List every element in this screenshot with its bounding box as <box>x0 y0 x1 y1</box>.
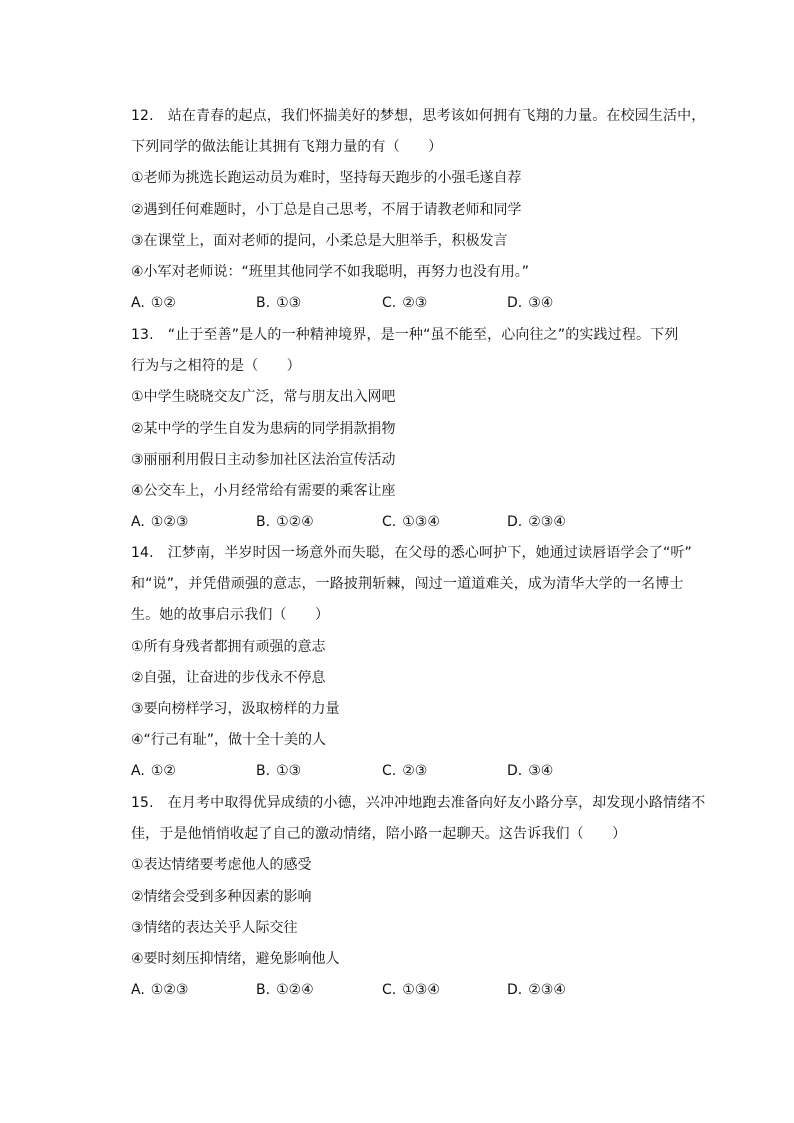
question-stem <box>131 320 679 382</box>
statement-4: ④“行己有耻”，做十全十美的人 <box>131 732 327 749</box>
statement-2: ②自强，让奋进的步伐永不停息 <box>131 669 326 686</box>
option-a[interactable]: A. ①② <box>131 763 176 780</box>
question-number: 14. <box>131 545 154 561</box>
statement-2: ②遇到任何难题时，小丁总是自己思考，不屑于请教老师和同学 <box>131 201 522 218</box>
option-c[interactable]: C. ①③④ <box>382 982 440 999</box>
question-stem <box>131 101 706 163</box>
statement-3: ③在课堂上，面对老师的提问，小柔总是大胆举手，积极发言 <box>131 232 508 249</box>
stem-line: 下列同学的做法能让其拥有飞翔力量的有（ ） <box>131 139 443 156</box>
option-b[interactable]: B. ①③ <box>256 763 302 780</box>
option-d[interactable]: D. ③④ <box>507 295 554 312</box>
answer-options <box>131 288 671 319</box>
statement-3: ③要向榜样学习，汲取榜样的力量 <box>131 700 340 717</box>
stem-line: 江梦南，半岁时因一场意外而失聪，在父母的悉心呵护下，她通过读唇语学会了“听” <box>167 545 692 561</box>
option-a[interactable]: A. ①②③ <box>131 982 189 999</box>
statement-1: ①所有身残者都拥有顽强的意志 <box>131 638 326 655</box>
statement-2: ②某中学的学生自发为患病的同学捐款捐物 <box>131 420 396 437</box>
option-c[interactable]: C. ②③ <box>382 763 428 780</box>
statement-1: ①中学生晓晓交友广泛，常与朋友出入网吧 <box>131 389 396 406</box>
option-b[interactable]: B. ①②④ <box>256 982 314 999</box>
answer-options <box>131 975 671 1006</box>
question-number: 15. <box>131 795 154 811</box>
question-12 <box>131 101 706 319</box>
option-b[interactable]: B. ①③ <box>256 295 302 312</box>
statement-3: ③情绪的表达关乎人际交往 <box>131 919 298 936</box>
statement-1: ①表达情绪要考虑他人的感受 <box>131 857 312 874</box>
question-14 <box>131 538 692 788</box>
answer-options <box>131 756 671 787</box>
option-c[interactable]: C. ②③ <box>382 295 428 312</box>
option-d[interactable]: D. ②③④ <box>507 982 566 999</box>
option-a[interactable]: A. ①② <box>131 295 176 312</box>
option-c[interactable]: C. ①③④ <box>382 514 440 531</box>
option-d[interactable]: D. ③④ <box>507 763 554 780</box>
statement-3: ③丽丽利用假日主动参加社区法治宣传活动 <box>131 451 396 468</box>
option-a[interactable]: A. ①②③ <box>131 514 189 531</box>
option-b[interactable]: B. ①②④ <box>256 514 314 531</box>
statement-1: ①老师为挑选长跑运动员为难时，坚持每天跑步的小强毛遂自荐 <box>131 170 522 187</box>
stem-line: 在月考中取得优异成绩的小德，兴冲冲地跑去准备向好友小路分享，却发现小路情绪不 <box>167 795 706 811</box>
question-stem <box>131 538 692 632</box>
stem-line: 站在青春的起点，我们怀揣美好的梦想，思考该如何拥有飞翔的力量。在校园生活中， <box>167 108 706 124</box>
question-number: 12. <box>131 108 154 124</box>
statement-2: ②情绪会受到多种因素的影响 <box>131 888 312 905</box>
question-number: 13. <box>131 327 154 343</box>
statement-4: ④要时刻压抑情绪，避免影响他人 <box>131 950 340 967</box>
answer-options <box>131 507 671 538</box>
question-15 <box>131 788 706 1006</box>
stem-line: 和“说”，并凭借顽强的意志，一路披荆斩棘，闯过一道道难关，成为清华大学的一名博士 <box>131 576 684 593</box>
question-13 <box>131 320 679 538</box>
stem-line: 生。她的故事启示我们（ ） <box>131 607 330 624</box>
statement-4: ④小军对老师说：“班里其他同学不如我聪明，再努力也没有用。” <box>131 263 530 280</box>
stem-line: 佳，于是他悄悄收起了自己的激动情绪，陪小路一起聊天。这告诉我们（ ） <box>131 826 627 843</box>
option-d[interactable]: D. ②③④ <box>507 514 566 531</box>
stem-line: “止于至善”是人的一种精神境界，是一种“虽不能至，心向往之”的实践过程。下列 <box>167 327 679 343</box>
question-stem <box>131 788 706 850</box>
stem-line: 行为与之相符的是（ ） <box>131 358 301 375</box>
statement-4: ④公交车上，小月经常给有需要的乘客让座 <box>131 482 396 499</box>
